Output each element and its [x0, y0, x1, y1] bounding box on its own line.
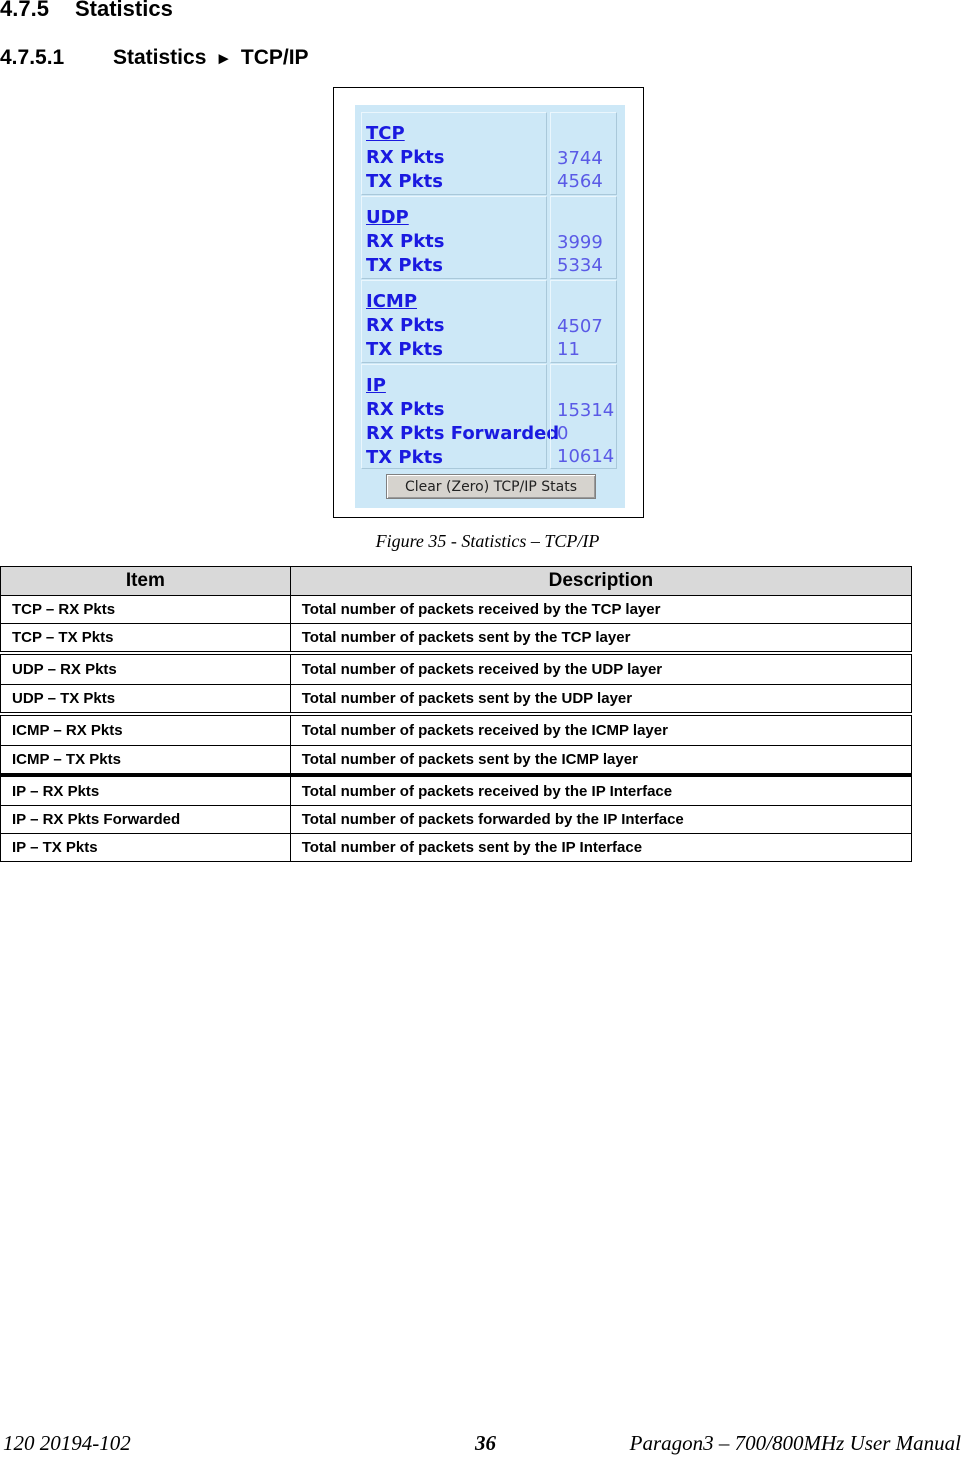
stat-group-icmp — [361, 280, 617, 363]
stat-label: TX Pkts — [366, 171, 443, 192]
description-cell: Total number of packets received by the UDP layer — [290, 653, 911, 685]
figure-caption: Figure 35 - Statistics – TCP/IP — [375, 531, 600, 551]
description-cell: Total number of packets forwarded by the IP Interface — [290, 806, 911, 834]
stat-label: RX Pkts Forwarded — [366, 423, 560, 444]
table-row — [1, 775, 912, 806]
stat-value: 0 — [557, 423, 569, 444]
stat-labels-cell — [361, 196, 547, 279]
subsection-menu: Statistics — [113, 46, 207, 69]
item-cell: TCP – TX Pkts — [1, 624, 291, 654]
stat-group-ip — [361, 364, 617, 469]
tcpip-stats-panel — [355, 105, 625, 508]
stat-value: 10614 — [557, 446, 615, 467]
stat-label: TX Pkts — [366, 447, 443, 468]
table-row — [1, 596, 912, 624]
stat-value: 5334 — [557, 255, 603, 276]
stat-labels-cell — [361, 364, 560, 469]
stat-label: TX Pkts — [366, 339, 443, 360]
description-cell: Total number of packets sent by the ICMP layer — [290, 746, 911, 776]
arrow-right-icon: ► — [215, 49, 233, 68]
table-row — [1, 653, 912, 685]
stat-group-udp — [361, 196, 617, 279]
section-title: Statistics — [75, 0, 173, 21]
description-cell: Total number of packets sent by the IP Interface — [290, 834, 911, 862]
group-title-link[interactable]: UDP — [366, 207, 409, 228]
item-cell: ICMP – TX Pkts — [1, 746, 291, 776]
footer-manual-title: Paragon3 – 700/800MHz User Manual — [629, 1431, 961, 1455]
subsection-number: 4.7.5.1 — [0, 46, 65, 69]
stat-values-cell — [550, 280, 617, 363]
column-header-description: Description — [290, 567, 911, 596]
stat-value: 11 — [557, 339, 580, 360]
table-row — [1, 685, 912, 715]
item-cell: TCP – RX Pkts — [1, 596, 291, 624]
page-footer — [0, 1431, 963, 1457]
item-cell: UDP – TX Pkts — [1, 685, 291, 715]
group-title-link[interactable]: IP — [366, 375, 386, 396]
item-cell: IP – RX Pkts Forwarded — [1, 806, 291, 834]
stat-values-cell — [550, 112, 617, 195]
figure-screenshot — [333, 87, 644, 518]
group-title-link[interactable]: ICMP — [366, 291, 418, 312]
item-cell: ICMP – RX Pkts — [1, 714, 291, 746]
table-row — [1, 834, 912, 862]
stat-label: TX Pkts — [366, 255, 443, 276]
description-cell: Total number of packets received by the TCP layer — [290, 596, 911, 624]
item-cell: UDP – RX Pkts — [1, 653, 291, 685]
subsection-page: TCP/IP — [240, 46, 309, 69]
subsection-heading — [0, 46, 309, 70]
table-row — [1, 746, 912, 776]
stat-labels-cell — [361, 112, 547, 195]
stat-value: 15314 — [557, 400, 615, 421]
description-cell: Total number of packets sent by the TCP layer — [290, 624, 911, 654]
stat-label: RX Pkts — [366, 147, 445, 168]
section-number: 4.7.5 — [0, 0, 49, 21]
table-row — [1, 624, 912, 654]
stat-label: RX Pkts — [366, 315, 445, 336]
column-header-item: Item — [1, 567, 291, 596]
stat-value: 3999 — [557, 232, 603, 253]
table-row — [1, 806, 912, 834]
clear-stats-button[interactable]: Clear (Zero) TCP/IP Stats — [386, 474, 596, 499]
description-cell: Total number of packets received by the IP Interface — [290, 775, 911, 806]
footer-page-number: 36 — [475, 1431, 496, 1455]
stat-labels-cell — [361, 280, 547, 363]
stat-values-cell — [550, 364, 617, 469]
table-header-row — [1, 567, 912, 596]
table-row — [1, 714, 912, 746]
stat-label: RX Pkts — [366, 399, 445, 420]
section-heading — [0, 0, 173, 22]
stat-values-cell — [550, 196, 617, 279]
description-cell: Total number of packets sent by the UDP layer — [290, 685, 911, 715]
stat-group-tcp — [361, 112, 617, 195]
stat-value: 4564 — [557, 171, 603, 192]
item-cell: IP – TX Pkts — [1, 834, 291, 862]
description-cell: Total number of packets received by the ICMP layer — [290, 714, 911, 746]
group-title-link[interactable]: TCP — [366, 123, 405, 144]
stat-value: 3744 — [557, 148, 603, 169]
item-cell: IP – RX Pkts — [1, 775, 291, 806]
stat-label: RX Pkts — [366, 231, 445, 252]
footer-doc-number: 120 20194-102 — [3, 1431, 131, 1455]
description-table — [0, 566, 912, 862]
stat-value: 4507 — [557, 316, 603, 337]
